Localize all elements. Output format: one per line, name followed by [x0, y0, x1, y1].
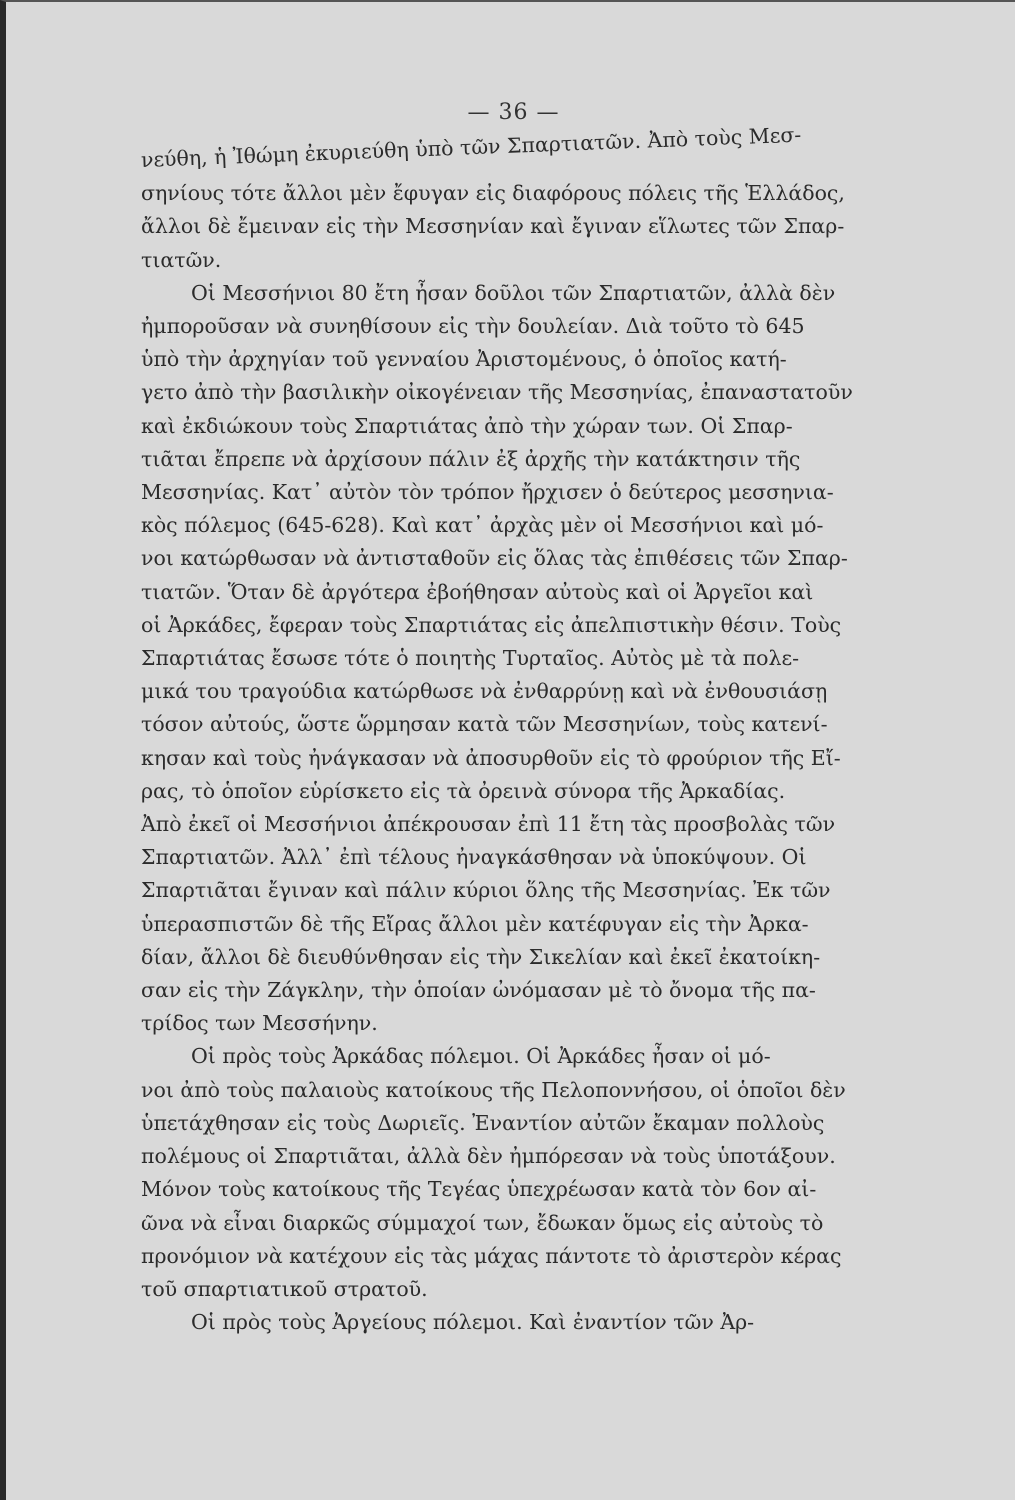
text-line: σηνίους τότε ἄλλοι μὲν ἔφυγαν εἰς διαφόρους πόλεις τῆς Ἑλλάδος,: [141, 181, 845, 206]
text-line: κησαν καὶ τοὺς ἠνάγκασαν νὰ ἀποσυρθοῦν εἰς τὸ φρούριον τῆς Εἴ-: [141, 745, 841, 770]
text-line: πολέμους οἱ Σπαρτιᾶται, ἀλλὰ δὲν ἠμπόρεσαν νὰ τοὺς ὑποτάξουν.: [141, 1144, 836, 1169]
text-line: ἄλλοι δὲ ἔμειναν εἰς τὴν Μεσσηνίαν καὶ ἔγιναν εἵλωτες τῶν Σπαρ-: [141, 214, 845, 239]
text-line: Μόνον τοὺς κατοίκους τῆς Τεγέας ὑπεχρέωσαν κατὰ τὸν 6ον αἰ-: [141, 1177, 817, 1202]
text-line: ῶνα νὰ εἶναι διαρκῶς σύμμαχοί των, ἔδωκαν ὅμως εἰς αὐτοὺς τὸ: [141, 1210, 824, 1235]
text-line: τοῦ σπαρτιατικοῦ στρατοῦ.: [141, 1276, 428, 1301]
text-line: τόσον αὐτούς, ὥστε ὥρμησαν κατὰ τῶν Μεσσηνίων, τοὺς κατενί-: [141, 712, 828, 737]
text-line: δίαν, ἄλλοι δὲ διευθύνθησαν εἰς τὴν Σικελίαν καὶ ἐκεῖ ἐκατοίκη-: [141, 944, 821, 969]
text-line: Οἱ Μεσσήνιοι 80 ἔτη ἦσαν δοῦλοι τῶν Σπαρτιατῶν, ἀλλὰ δὲν: [191, 280, 836, 305]
text-line: οἱ Ἀρκάδες, ἔφεραν τοὺς Σπαρτιάτας εἰς ἀπελπιστικὴν θέσιν. Τοὺς: [141, 612, 842, 637]
text-line: μικά του τραγούδια κατώρθωσε νὰ ἐνθαρρύνῃ καὶ νὰ ἐνθουσιάσῃ: [141, 679, 828, 704]
body-text: [140, 122, 921, 1339]
text-line: Σπαρτιάτας ἔσωσε τότε ὁ ποιητὴς Τυρταῖος. Αὐτὸς μὲ τὰ πολε-: [141, 646, 799, 671]
text-line: γετο ἀπὸ τὴν βασιλικὴν οἰκογένειαν τῆς Μεσσηνίας, ἐπαναστατοῦν: [141, 380, 853, 405]
text-line: σαν εἰς τὴν Ζάγκλην, τὴν ὁποίαν ὠνόμασαν μὲ τὸ ὄνομα τῆς πα-: [141, 978, 816, 1003]
text-line: τιατῶν. Ὅταν δὲ ἀργότερα ἐβοήθησαν αὐτοὺς καὶ οἱ Ἀργεῖοι καὶ: [141, 579, 814, 604]
text-line: Σπαρτιατῶν. Ἀλλ᾽ ἐπὶ τέλους ἠναγκάσθησαν νὰ ὑποκύψουν. Οἱ: [141, 845, 807, 870]
text-line: Ἀπὸ ἐκεῖ οἱ Μεσσήνιοι ἀπέκρουσαν ἐπὶ 11 ἔτη τὰς προσβολὰς τῶν: [141, 812, 836, 837]
text-line: τρίδος των Μεσσήνην.: [141, 1011, 378, 1036]
text-line: Σπαρτιᾶται ἔγιναν καὶ πάλιν κύριοι ὅλης τῆς Μεσσηνίας. Ἐκ τῶν: [141, 878, 831, 903]
text-line: ὑπὸ τὴν ἀρχηγίαν τοῦ γενναίου Ἀριστομένους, ὁ ὁποῖος κατή-: [141, 347, 787, 372]
text-line: προνόμιον νὰ κατέχουν εἰς τὰς μάχας πάντοτε τὸ ἀριστερὸν κέρας: [141, 1243, 842, 1268]
text-line: τιατῶν.: [141, 247, 222, 272]
page-number: — 36 —: [467, 100, 560, 125]
text-line: τιᾶται ἔπρεπε νὰ ἀρχίσουν πάλιν ἐξ ἀρχῆς τὴν κατάκτησιν τῆς: [141, 446, 801, 471]
text-line: ὑπετάχθησαν εἰς τοὺς Δωριεῖς. Ἐναντίον αὐτῶν ἔκαμαν πολλοὺς: [141, 1110, 825, 1135]
text-line: νοι ἀπὸ τοὺς παλαιοὺς κατοίκους τῆς Πελοποννήσου, οἱ ὁποῖοι δὲν: [141, 1077, 846, 1102]
section-heading-line: Οἱ πρὸς τοὺς Ἀρκάδας πόλεμοι. Οἱ Ἀρκάδες ἦσαν οἱ μό-: [191, 1044, 771, 1069]
text-line: ρας, τὸ ὁποῖον εὑρίσκετο εἰς τὰ ὀρεινὰ σύνορα τῆς Ἀρκαδίας.: [141, 778, 786, 803]
text-line: κὸς πόλεμος (645-628). Καὶ κατ᾽ ἀρχὰς μὲν οἱ Μεσσήνιοι καὶ μό-: [141, 513, 824, 538]
text-line: νεύθη, ἡ Ἰθώμη ἐκυριεύθη ὑπὸ τῶν Σπαρτιατῶν. Ἀπὸ τοὺς Μεσ-: [140, 122, 802, 172]
text-line: καὶ ἐκδιώκουν τοὺς Σπαρτιάτας ἀπὸ τὴν χώραν των. Οἱ Σπαρ-: [141, 413, 793, 438]
text-line: νοι κατώρθωσαν νὰ ἀντισταθοῦν εἰς ὅλας τὰς ἐπιθέσεις τῶν Σπαρ-: [141, 546, 848, 571]
text-line: ἠμποροῦσαν νὰ συνηθίσουν εἰς τὴν δουλείαν. Διὰ τοῦτο τὸ 645: [141, 314, 805, 339]
section-heading-line: Οἱ πρὸς τοὺς Ἀργείους πόλεμοι. Καὶ ἐναντίον τῶν Ἀρ-: [191, 1310, 755, 1335]
text-line: Μεσσηνίας. Κατ᾽ αὐτὸν τὸν τρόπον ἤρχισεν ὁ δεύτερος μεσσηνια-: [141, 480, 834, 505]
text-line: ὑπερασπιστῶν δὲ τῆς Εἴρας ἄλλοι μὲν κατέφυγαν εἰς τὴν Ἀρκα-: [141, 911, 809, 936]
